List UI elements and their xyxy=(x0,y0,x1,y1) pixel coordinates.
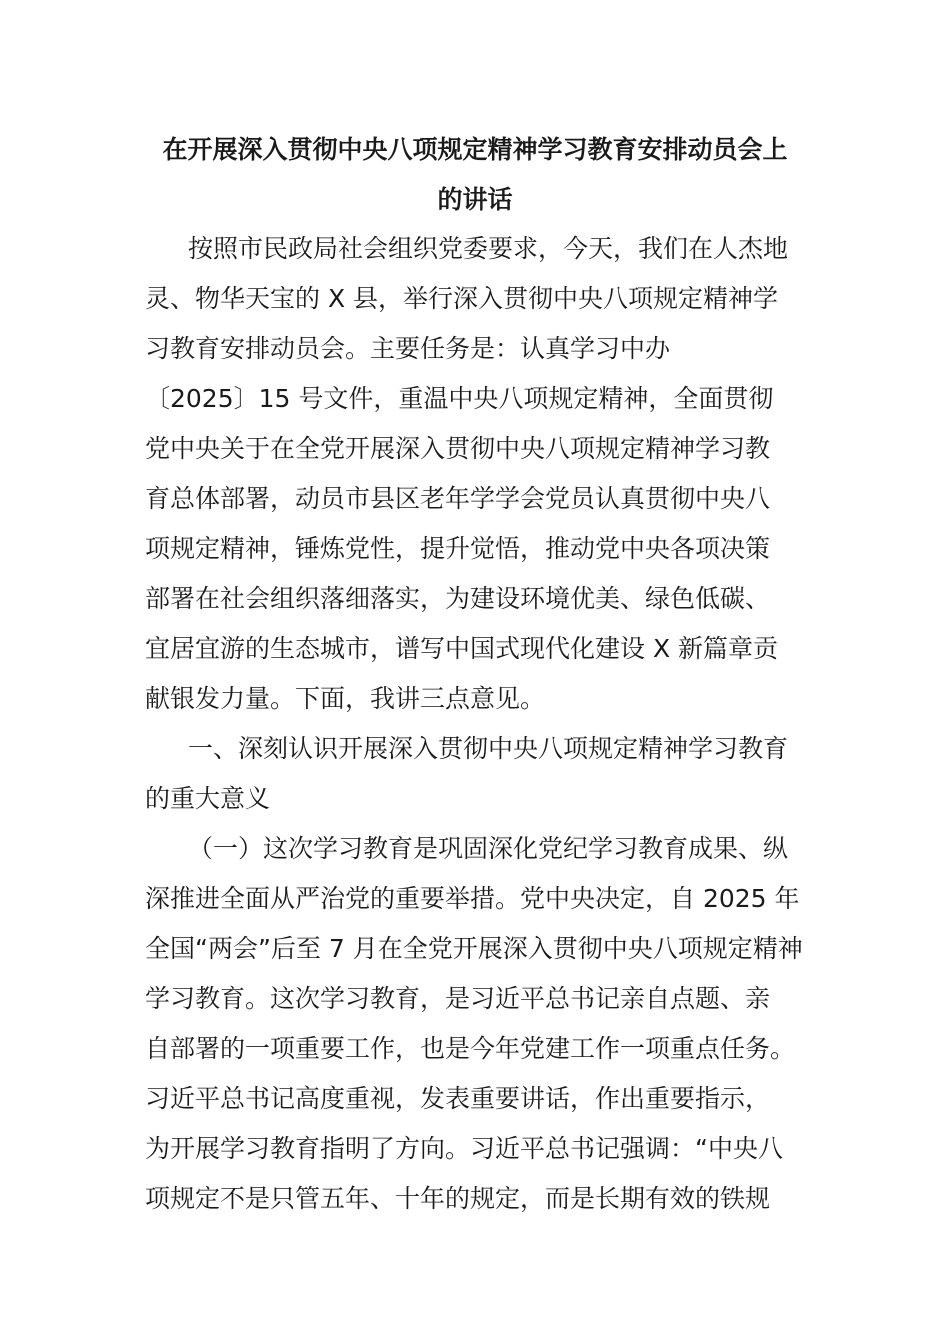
body-line: 育总体部署，动员市县区老年学学会党员认真贯彻中央八 xyxy=(145,484,771,513)
body-line: 为开展学习教育指明了方向。习近平总书记强调：“中央八 xyxy=(145,1134,783,1163)
body-line: 灵、物华天宝的 X 县，举行深入贯彻中央八项规定精神学 xyxy=(145,284,779,313)
body-line: 献银发力量。下面，我讲三点意见。 xyxy=(145,684,546,713)
body-line: 党中央关于在全党开展深入贯彻中央八项规定精神学习教 xyxy=(145,434,771,463)
body-line: 自部署的一项重要工作，也是今年党建工作一项重点任务。 xyxy=(145,1034,796,1063)
document-title-line-2: 的讲话 xyxy=(437,185,513,214)
body-line: 学习教育。这次学习教育，是习近平总书记亲自点题、亲 xyxy=(145,984,771,1013)
document-title-line-1: 在开展深入贯彻中央八项规定精神学习教育安排动员会上 xyxy=(162,135,788,164)
body-line: 项规定精神，锤炼党性，提升觉悟，推动党中央各项决策 xyxy=(145,534,771,563)
body-line: 全国“两会”后至 7 月在全党开展深入贯彻中央八项规定精神 xyxy=(145,934,803,963)
body-line: 项规定不是只管五年、十年的规定，而是长期有效的铁规 xyxy=(145,1184,771,1213)
section-heading-line-1: 一、深刻认识开展深入贯彻中央八项规定精神学习教育 xyxy=(188,734,789,763)
body-line: 〔2025〕15 号文件，重温中央八项规定精神，全面贯彻 xyxy=(145,384,774,413)
body-line: 深推进全面从严治党的重要举措。党中央决定，自 2025 年 xyxy=(145,884,800,913)
body-line: 按照市民政局社会组织党委要求，今天，我们在人杰地 xyxy=(188,234,789,263)
body-line: （一）这次学习教育是巩固深化党纪学习教育成果、纵 xyxy=(188,834,789,863)
section-heading-line-2: 的重大意义 xyxy=(145,784,271,813)
body-line: 习教育安排动员会。主要任务是：认真学习中办 xyxy=(145,334,671,363)
body-line: 宜居宜游的生态城市，谱写中国式现代化建设 X 新篇章贡 xyxy=(145,634,779,663)
body-line: 部署在社会组织落细落实，为建设环境优美、绿色低碳、 xyxy=(145,584,771,613)
body-line: 习近平总书记高度重视，发表重要讲话，作出重要指示， xyxy=(145,1084,771,1113)
